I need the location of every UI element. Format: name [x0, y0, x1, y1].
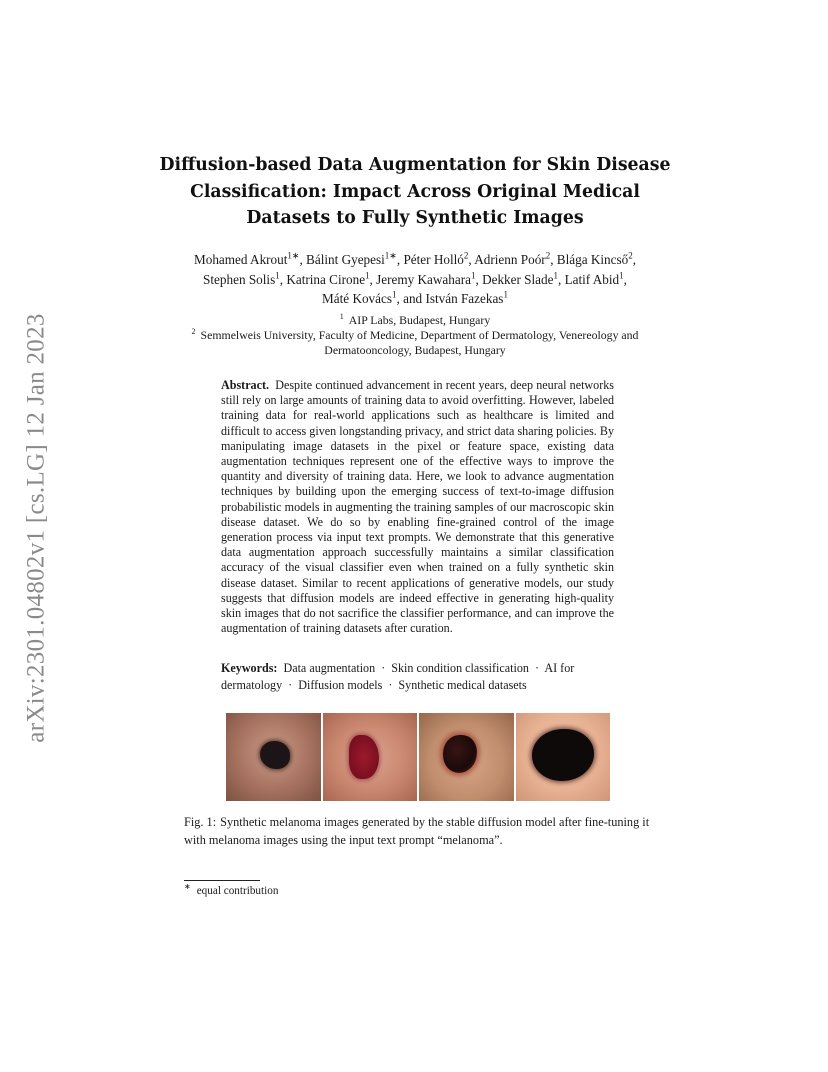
author: [557, 252, 633, 267]
affiliation-number: 1: [339, 312, 344, 322]
author: [403, 252, 468, 267]
author-separator: ,: [475, 271, 483, 287]
author-separator: , and: [396, 291, 426, 306]
author-affiliation-mark: 1∗: [384, 250, 397, 261]
author-affiliation-mark: 1: [553, 270, 558, 281]
author-affiliation-mark: 1∗: [287, 250, 300, 261]
author-name: Dekker Slade: [482, 271, 554, 287]
footnote-mark: ∗: [184, 882, 191, 892]
affiliation: [190, 313, 640, 328]
author-name: Katrina Cirone: [286, 271, 366, 287]
author-name: Jeremy Kawahara: [376, 271, 471, 287]
keyword: Synthetic medical datasets: [398, 678, 527, 692]
author-separator: ,: [279, 271, 287, 287]
lesion-shape: [443, 735, 477, 773]
melanoma-image-4: [516, 713, 611, 801]
affiliation-text: Semmelweis University, Faculty of Medicine, Department of Dermatology, Venereology and Dermatooncology, Budapest, Hungary: [200, 328, 639, 357]
keyword-separator: ·: [288, 678, 293, 692]
figure-caption-text: Synthetic melanoma images generated by the stable diffusion model after fine-tuning it with melanoma images using the input text prompt “melanoma”.: [184, 815, 650, 847]
keyword-separator: ·: [535, 661, 540, 675]
footnote-text: equal contribution: [196, 885, 279, 897]
author-affiliation-mark: 2: [545, 250, 551, 261]
lesion-shape: [260, 741, 290, 769]
arxiv-identifier-stamp: [14, 288, 60, 768]
author: [565, 272, 624, 287]
author-separator: ,: [396, 252, 404, 267]
keyword: AI for dermatology: [221, 661, 575, 692]
author-name: Latif Abid: [564, 271, 620, 287]
author: [203, 272, 280, 287]
author-name: Stephen Solis: [203, 271, 276, 287]
author-name: Blága Kincső: [556, 252, 629, 267]
author: [322, 291, 396, 306]
melanoma-image-1: [226, 713, 321, 801]
melanoma-image-3: [419, 713, 514, 801]
affiliation-list: [190, 313, 640, 358]
lesion-shape: [349, 735, 379, 779]
author: [194, 252, 299, 267]
abstract-label: Abstract.: [221, 378, 270, 392]
abstract: [221, 378, 614, 636]
author-name: Péter Holló: [403, 252, 464, 267]
author: [474, 252, 550, 267]
author-affiliation-mark: 1: [619, 270, 624, 281]
keyword-separator: ·: [388, 678, 393, 692]
author: [306, 252, 397, 267]
author-affiliation-mark: 1: [470, 270, 476, 281]
author-separator: ,: [468, 252, 475, 267]
affiliation-text: AIP Labs, Budapest, Hungary: [348, 313, 491, 327]
author-separator: ,: [623, 271, 627, 287]
figure-label: Fig. 1:: [184, 815, 217, 829]
author-affiliation-mark: 1: [275, 270, 280, 281]
arxiv-identifier-text: arXiv:2301.04802v1 [cs.LG] 12 Jan 2023: [23, 313, 50, 743]
author-name: Bálint Gyepesi: [306, 252, 385, 267]
author-name: Máté Kovács: [322, 291, 392, 306]
author-separator: ,: [557, 271, 565, 287]
figure-1-images: [226, 713, 610, 801]
author-separator: ,: [550, 252, 557, 267]
author-affiliation-mark: 1: [365, 270, 370, 281]
affiliation: [190, 328, 640, 358]
author-affiliation-mark: 2: [628, 250, 633, 261]
author: [482, 272, 558, 287]
melanoma-image-2: [323, 713, 418, 801]
author-affiliation-mark: 2: [463, 250, 469, 261]
author-name: István Fazekas: [425, 291, 504, 306]
lesion-shape: [532, 729, 594, 781]
keywords: [221, 660, 614, 694]
author-name: Adrienn Poór: [474, 252, 546, 267]
footnote-divider: [184, 880, 260, 881]
keyword: Data augmentation: [283, 661, 376, 675]
author: [425, 291, 508, 306]
keyword: Skin condition classification: [391, 661, 529, 675]
author: [286, 272, 369, 287]
keyword-separator: ·: [381, 661, 386, 675]
author-affiliation-mark: 1: [392, 289, 397, 300]
author: [376, 272, 475, 287]
author-affiliation-mark: 1: [503, 289, 508, 300]
author-name: Mohamed Akrout: [194, 252, 288, 267]
author-list: [190, 250, 640, 309]
author-separator: ,: [632, 252, 636, 267]
footnote: [184, 882, 279, 897]
figure-1-caption: [184, 814, 654, 849]
keyword: Diffusion models: [298, 678, 383, 692]
keywords-label: Keywords:: [221, 661, 278, 675]
abstract-text: Despite continued advancement in recent years, deep neural networks still rely on large amounts of training data to avoid overfitting. However, labeled training data for real-world applications such as healthcare is limited and difficult to access given longstanding privacy, and strict data sharing policies. By manipulating image datasets in the pixel or feature space, existing data augmentation techniques represent one of the effective ways to improve the quantity and diversity of training data. Here, we look to advance augmentation techniques by building upon the emerging success of text-to-image diffusion probabilistic models in augmenting the training samples of our macroscopic skin disease dataset. We do so by enabling fine-grained control of the image generation process via input text prompts. We demonstrate that this generative data augmentation approach successfully maintains a similar classification accuracy of the visual classifier even when trained on a fully synthetic skin disease dataset. Similar to recent applications of generative models, our study suggests that diffusion models are indeed effective in generating high-quality skin images that do not sacrifice the classifier performance, and can improve the augmentation of training datasets after curation.: [221, 378, 614, 636]
author-separator: ,: [369, 271, 377, 287]
paper-title: Diffusion-based Data Augmentation for Skin Disease Classification: Impact Across Original Medical Datasets to Fully Synthetic Images: [159, 155, 671, 228]
author-separator: ,: [299, 252, 307, 267]
affiliation-number: 2: [191, 327, 196, 337]
